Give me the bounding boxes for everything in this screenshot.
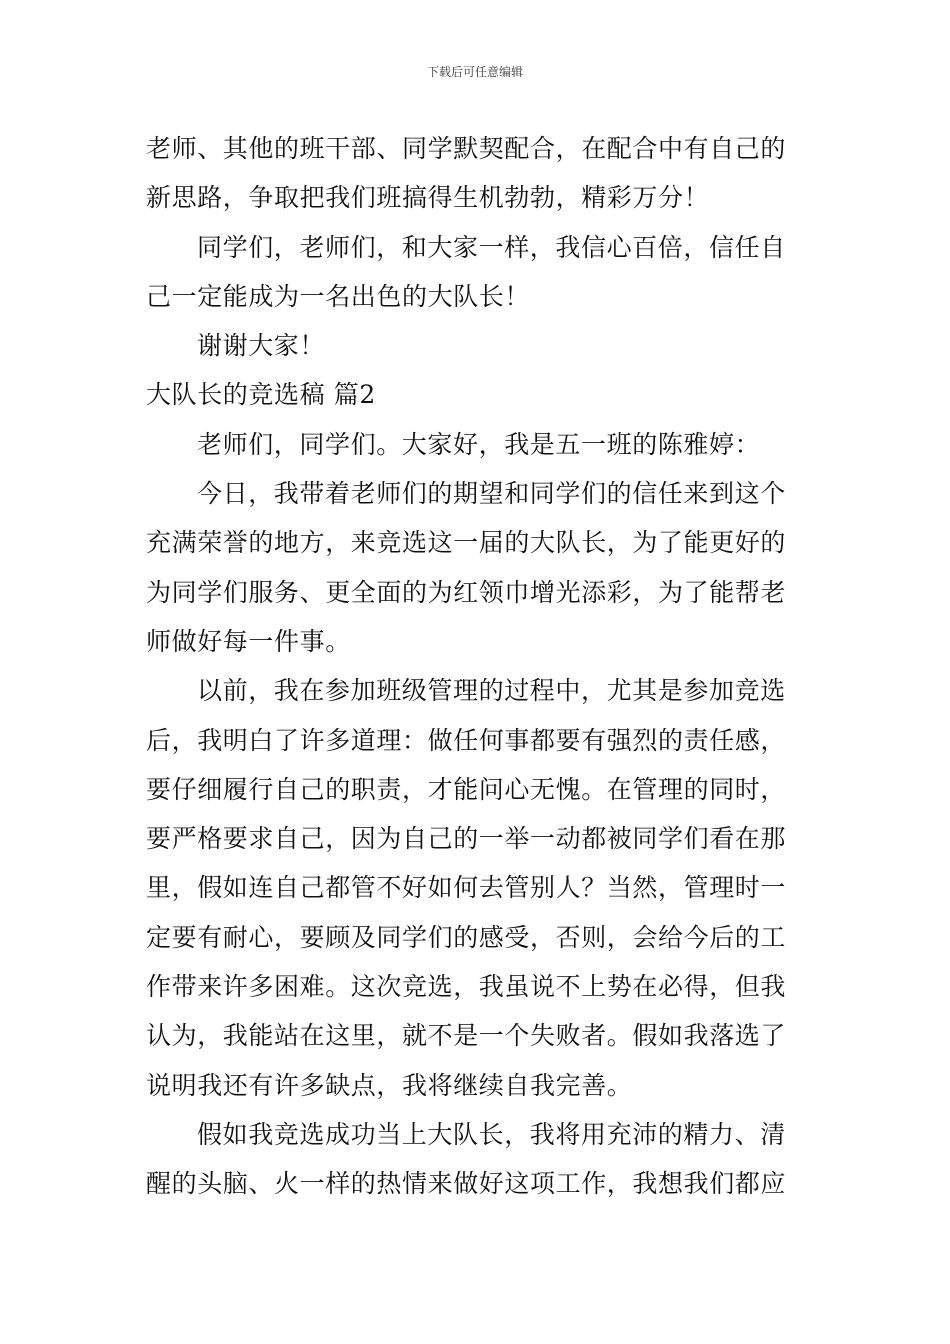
paragraph-line: 师做好每一件事。 [146,626,351,656]
page-header: 下载后可任意编辑 [426,65,523,79]
paragraph-line: 己一定能成为一名出色的大队长！ [146,281,531,311]
paragraph-line: 充满荣誉的地方，来竞选这一届的大队长，为了能更好的 [146,528,787,558]
paragraph-line: 认为，我能站在这里，就不是一个失败者。假如我落选了 [146,1021,787,1051]
paragraph-line: 要仔细履行自己的职责，才能问心无愧。在管理的同时， [146,774,787,804]
paragraph-line: 假如我竞选成功当上大队长，我将用充沛的精力、清 [197,1119,786,1149]
paragraph-line: 新思路，争取把我们班搞得生机勃勃，精彩万分！ [146,183,710,213]
paragraph-line: 后，我明白了许多道理：做任何事都要有强烈的责任感， [146,725,787,755]
paragraph-line: 要严格要求自己，因为自己的一举一动都被同学们看在那 [146,824,787,854]
paragraph-line: 老师、其他的班干部、同学默契配合，在配合中有自己的 [146,134,787,163]
paragraph-line: 谢谢大家！ [197,331,326,361]
paragraph-line: 作带来许多困难。这次竞选，我虽说不上势在必得，但我 [146,972,787,1002]
paragraph-line: 醒的头脑、火一样的热情来做好这项工作，我想我们都应 [146,1169,787,1199]
document-body [146,124,810,1209]
section-heading: 大队长的竞选稿 篇2 [146,380,376,410]
paragraph-line: 以前，我在参加班级管理的过程中，尤其是参加竞选 [197,676,786,706]
paragraph-line: 今日，我带着老师们的期望和同学们的信任来到这个 [197,479,786,509]
paragraph-line: 同学们，老师们，和大家一样，我信心百倍，信任自 [197,232,786,262]
paragraph-line: 说明我还有许多缺点，我将继续自我完善。 [146,1070,633,1100]
paragraph-line: 为同学们服务、更全面的为红领巾增光添彩，为了能帮老 [146,577,787,607]
paragraph-line: 定要有耐心，要顾及同学们的感受，否则，会给今后的工 [146,922,787,952]
paragraph-line: 老师们，同学们。大家好，我是五一班的陈雅婷： [197,429,761,459]
paragraph-line: 里，假如连自己都管不好如何去管别人？当然，管理时一 [146,873,787,903]
